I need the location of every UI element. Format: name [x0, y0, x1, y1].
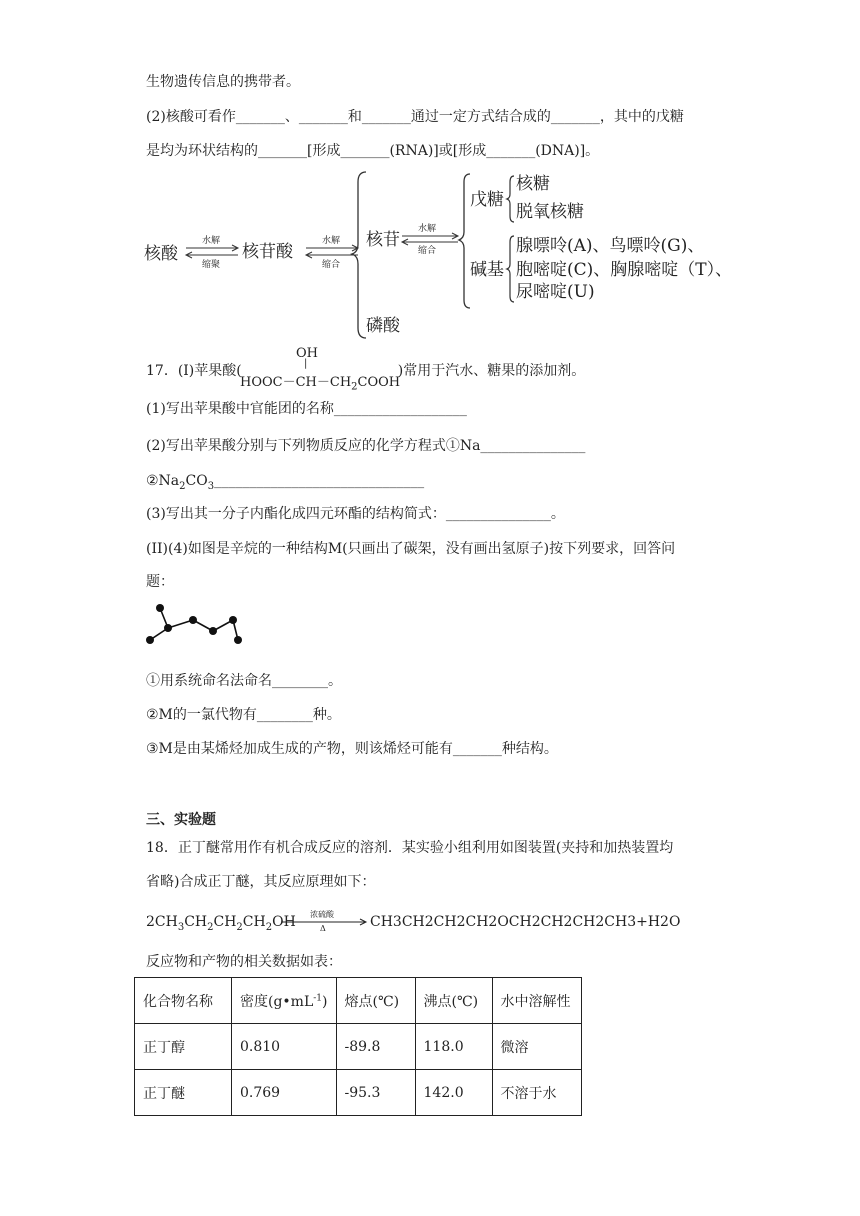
header-cell: 密度$(g•mL^{-1})$: [232, 978, 337, 1024]
carbon-skeleton-figure: [140, 600, 250, 650]
label-base-line2: 胞嘧啶(C)、胸腺嘧啶（T）、: [516, 260, 733, 280]
na2co3-pre: ②Na: [146, 473, 180, 489]
malic-acid-sub: 2: [351, 381, 358, 393]
na2co3-sub2: 3: [207, 480, 215, 492]
question-17-2b: [146, 471, 424, 497]
na2co3-mid: CO: [185, 473, 208, 489]
header-cell: 化合物名称: [135, 978, 232, 1024]
malic-acid-oh: OH: [296, 346, 318, 361]
malic-acid-bond: |: [304, 358, 308, 369]
table-row: [135, 1024, 582, 1070]
section-heading: 三、实验题: [146, 812, 216, 828]
table-cell: 0.769: [232, 1070, 337, 1116]
reaction-left: $2CH_3CH_2CH_2CH_2OH$: [146, 914, 296, 933]
header-cell: 沸点(℃): [415, 978, 492, 1024]
data-table: [134, 977, 582, 1116]
table-row: [135, 1070, 582, 1116]
na2co3-blank: ______________________________: [214, 473, 425, 489]
label-nucleic-acid: 核酸: [144, 244, 178, 264]
nucleic-acid-diagram: [140, 166, 760, 346]
diagram-lines: [140, 166, 760, 346]
label-base-line1: 腺嘌呤(A)、鸟嘌呤(G)、: [516, 236, 705, 256]
question-17-4: (II)(4)如图是辛烷的一种结构M(只画出了碳架，没有画出氢原子)按下列要求，回答问: [146, 541, 676, 557]
table-cell: 118.0: [415, 1024, 492, 1070]
question-16-2: (2)核酸可看作_______、_______和_______通过一定方式结合成的_______，其中的戊糖: [146, 109, 684, 125]
table-cell: -89.8: [336, 1024, 415, 1070]
label-combine-2: 缩合: [322, 260, 341, 270]
label-ribose: 核糖: [516, 174, 550, 194]
malic-acid-main: HOOC－CH－CH: [240, 375, 352, 390]
table-intro: 反应物和产物的相关数据如表：: [146, 954, 342, 970]
reaction-right: CH3CH2CH2CH2OCH2CH2CH2CH3+H2O: [370, 914, 681, 930]
q17-prefix: 17．(I)苹果酸(: [146, 363, 242, 379]
label-condense-1: 缩聚: [202, 260, 221, 270]
label-base: 碱基: [470, 260, 504, 280]
header-cell: 熔点(℃): [336, 978, 415, 1024]
reaction-catalyst: 浓硫酸: [310, 910, 334, 919]
table-cell: 142.0: [415, 1070, 492, 1116]
label-phosphate: 磷酸: [366, 316, 400, 336]
label-base-line3: 尿嘧啶(U): [516, 282, 595, 302]
question-17-2: (2)写出苹果酸分别与下列物质反应的化学方程式①Na_______________: [146, 438, 586, 454]
label-nucleoside: 核苷: [366, 230, 400, 250]
label-deoxyribose: 脱氧核糖: [516, 202, 584, 222]
table-cell: 正丁醚: [135, 1070, 232, 1116]
na2co3-sub: 2: [179, 480, 186, 492]
label-combine-3: 缩合: [418, 246, 437, 256]
q17-suffix: )常用于汽水、糖果的添加剂。: [397, 363, 586, 379]
table-cell: 不溶于水: [492, 1070, 581, 1116]
malic-acid-tail: COOH: [357, 375, 401, 390]
label-hydrolysis-1: 水解: [202, 236, 221, 246]
question-18b: 省略)合成正丁醚，其反应原理如下：: [146, 874, 376, 890]
table-cell: 0.810: [232, 1024, 337, 1070]
malic-acid-formula: [240, 371, 400, 393]
label-hydrolysis-3: 水解: [418, 224, 437, 234]
table-cell: -95.3: [336, 1070, 415, 1116]
question-17-4-2: ②M的一氯代物有________种。: [146, 707, 341, 723]
label-pentose: 戊糖: [470, 190, 504, 210]
table-header-row: [135, 978, 582, 1024]
label-nucleotide: 核苷酸: [242, 242, 293, 262]
header-cell: 水中溶解性: [492, 978, 581, 1024]
table-cell: 正丁醇: [135, 1024, 232, 1070]
label-hydrolysis-2: 水解: [322, 236, 341, 246]
question-17-3: (3)写出其一分子内酯化成四元环酯的结构简式：_______________。: [146, 506, 565, 522]
reaction-heat: Δ: [320, 924, 326, 933]
question-17-1: (1)写出苹果酸中官能团的名称___________________: [146, 401, 467, 417]
table-cell: 微溶: [492, 1024, 581, 1070]
question-18: 18．正丁醚常用作有机合成反应的溶剂．某实验小组利用如图装置(夹持和加热装置均: [146, 840, 674, 856]
question-17-4-3: ③M是由某烯烃加成生成的产物，则该烯烃可能有_______种结构。: [146, 741, 558, 757]
question-16-2-cont: 是均为环状结构的_______[形成_______(RNA)]或[形成_______(DNA)]。: [146, 143, 600, 159]
text-line: 生物遗传信息的携带者。: [146, 74, 300, 90]
question-17-4-1: ①用系统命名法命名________。: [146, 673, 342, 689]
question-17-4b: 题：: [146, 574, 174, 590]
